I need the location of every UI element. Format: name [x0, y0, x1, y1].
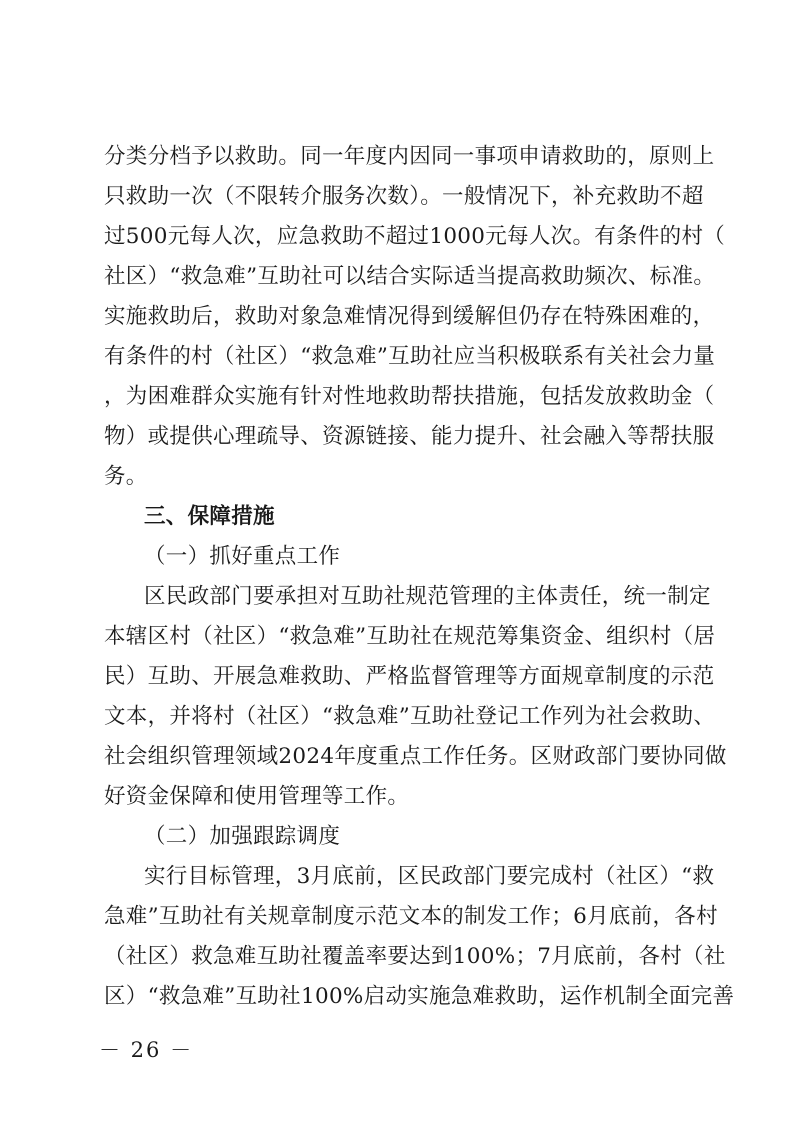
paragraph-line: 有条件的村（社区）“救急难”互助社应当积极联系有关社会力量 [104, 344, 716, 369]
subsection-heading: （二）加强跟踪调度 [144, 824, 341, 849]
paragraph-line: 物）或提供心理疏导、资源链接、能力提升、社会融入等帮扶服 [104, 424, 715, 449]
paragraph-line: 区）“救急难”互助社100%启动实施急难救助，运作机制全面完善 [104, 984, 735, 1009]
paragraph-line: 好资金保障和使用管理等工作。 [104, 784, 410, 809]
page-number: － 26 － [99, 1038, 194, 1062]
paragraph-line: 民）互助、开展急难救助、严格监督管理等方面规章制度的示范 [104, 664, 715, 689]
paragraph-line: 过500元每人次，应急救助不超过1000元每人次。有条件的村（ [104, 224, 726, 249]
paragraph-line: 文本，并将村（社区）“救急难”互助社登记工作列为社会救助、 [104, 704, 716, 729]
paragraph-line: 只救助一次（不限转介服务次数）。一般情况下，补充救助不超 [104, 184, 704, 209]
paragraph-line: ，为困难群众实施有针对性地救助帮扶措施，包括发放救助金（ [104, 384, 715, 409]
section-heading: 三、保障措施 [144, 504, 275, 529]
paragraph-line: 社区）“救急难”互助社可以结合实际适当提高救助频次、标准。 [104, 264, 716, 289]
paragraph-line: 分类分档予以救助。同一年度内因同一事项申请救助的，原则上 [104, 144, 715, 169]
paragraph-line: 实行目标管理，3月底前，区民政部门要完成村（社区）“救 [144, 864, 715, 889]
paragraph-line: 急难”互助社有关规章制度示范文本的制发工作；6月底前，各村 [104, 904, 718, 929]
paragraph-line: 区民政部门要承担对互助社规范管理的主体责任，统一制定 [144, 584, 711, 609]
paragraph-line: 本辖区村（社区）“救急难”互助社在规范筹集资金、组织村（居 [104, 624, 716, 649]
paragraph-line: （社区）救急难互助社覆盖率要达到100%；7月底前，各村（社 [104, 944, 726, 969]
paragraph-line: 社会组织管理领域2024年度重点工作任务。区财政部门要协同做 [104, 744, 727, 769]
paragraph-line: 实施救助后，救助对象急难情况得到缓解但仍存在特殊困难的， [104, 304, 715, 329]
subsection-heading: （一）抓好重点工作 [144, 544, 341, 569]
paragraph-line: 务。 [104, 464, 148, 489]
